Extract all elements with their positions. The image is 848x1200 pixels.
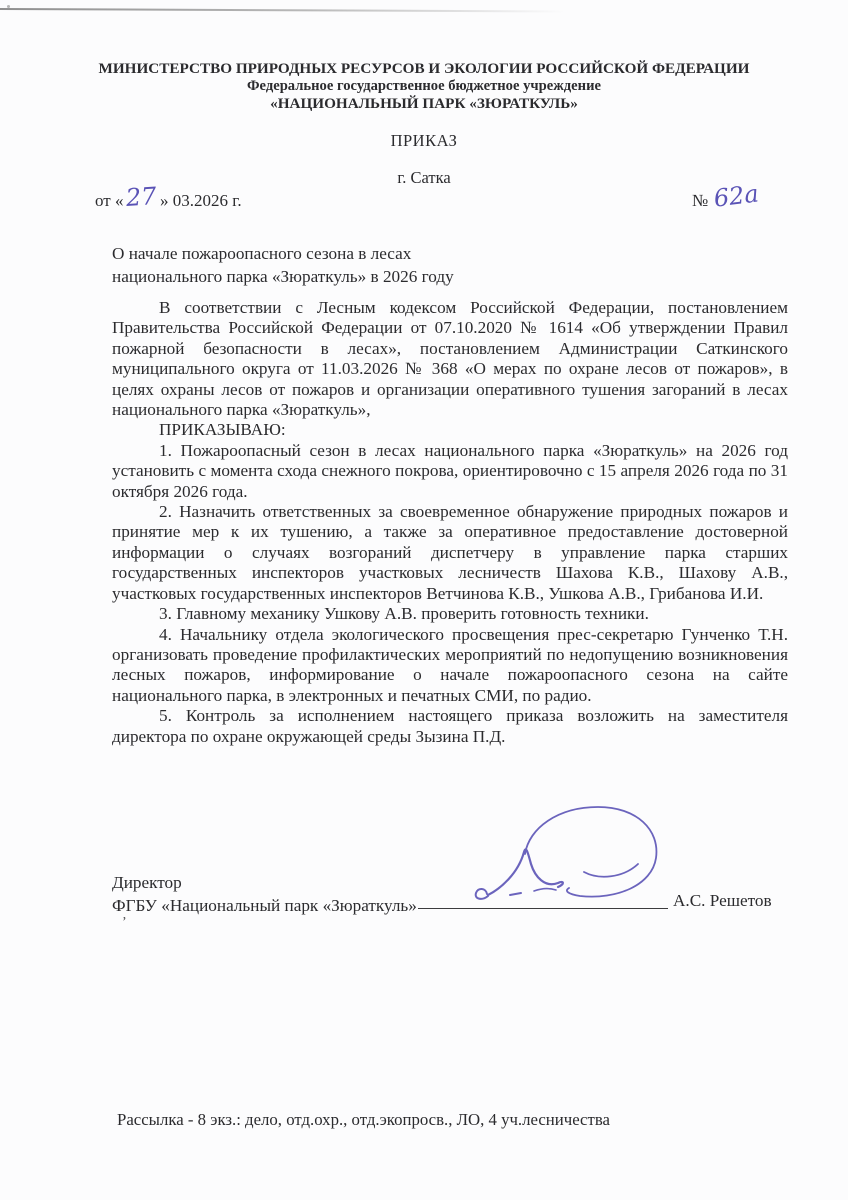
institution-name: «НАЦИОНАЛЬНЫЙ ПАРК «ЗЮРАТКУЛЬ» <box>270 95 578 112</box>
date-prefix: от « <box>95 191 124 210</box>
signer-title-line-1: Директор <box>112 873 182 892</box>
subject-line-1: О начале пожароопасного сезона в лесах <box>112 244 412 263</box>
scan-speck <box>7 5 10 8</box>
order-item-4: 4. Начальнику отдела экологического просвещения прес-секретарю Гунченко Т.Н. организовать проведение профилактических мероприятий по недопущению возникновения лесных пожаров, информирование о начале пожароопасного сезона на сайте национального парка, в электронных и печатных СМИ, по радио. <box>112 624 788 705</box>
institution-type: Федеральное государственное бюджетное учреждение <box>247 77 601 94</box>
subject-block <box>112 243 454 288</box>
document-type-title: ПРИКАЗ <box>390 131 458 150</box>
subject-line-2: национального парка «Зюраткуль» в 2026 году <box>112 266 454 286</box>
date-line <box>95 181 242 213</box>
order-item-5: 5. Контроль за исполнением настоящего приказа возложить на заместителя директора по охране окружающей среды Зызина П.Д. <box>112 706 788 746</box>
letterhead <box>0 60 848 113</box>
scan-edge-line <box>0 8 565 12</box>
signer-name: А.С. Решетов <box>673 891 772 910</box>
signer-title <box>112 872 417 917</box>
handwritten-document-number: 62а <box>712 179 761 213</box>
stray-mark: ’ <box>122 915 127 930</box>
order-item-3: 3. Главному механику Ушкову А.В. проверить готовность техники. <box>159 604 649 624</box>
intro-paragraph: В соответствии с Лесным кодексом Российской Федерации, постановлением Правительства Российской Федерации от 07.10.2020 № 1614 «Об утверждении Правил пожарной безопасности в лесах», постановлением Администрации Саткинского муниципального округа от 11.03.2026 № 368 «О мерах по охране лесов от пожаров», в целях охраны лесов от пожаров и организации оперативного тушения загораний в лесах национального парка «Зюраткуль», <box>112 298 788 420</box>
distribution-note: Рассылка - 8 экз.: дело, отд.охр., отд.экопросв., ЛО, 4 уч.лесничества <box>117 1110 610 1129</box>
ministry-name: МИНИСТЕРСТВО ПРИРОДНЫХ РЕСУРСОВ И ЭКОЛОГИИ РОССИЙСКОЙ ФЕДЕРАЦИИ <box>98 60 750 77</box>
resolve-word: ПРИКАЗЫВАЮ: <box>159 420 286 440</box>
document-number-line <box>692 179 761 213</box>
order-body <box>112 298 788 747</box>
number-label: № <box>692 191 709 210</box>
document-place: г. Сатка <box>397 168 451 187</box>
signature-line <box>418 908 668 909</box>
signer-title-line-2: ФГБУ «Национальный парк «Зюраткуль» <box>112 895 417 915</box>
handwritten-date-day: 27 <box>125 181 158 213</box>
order-item-2: 2. Назначить ответственных за своевременное обнаружение природных пожаров и принятие мер к их тушению, а также за оперативное предоставление достоверной информации о случаях возгораний диспетчеру в управление парка старших государственных инспекторов участковых лесничеств Шахова К.В., Шахову А.В., участковых государственных инспекторов Ветчинова К.В., Ушкова А.В., Грибанова И.И. <box>112 502 788 603</box>
handwritten-signature <box>418 796 678 926</box>
order-item-1: 1. Пожароопасный сезон в лесах национального парка «Зюраткуль» на 2026 год установить с момента схода снежного покрова, ориентировочно с 15 апреля 2026 года по 31 октября 2026 года. <box>112 440 788 501</box>
date-suffix: » 03.2026 г. <box>160 191 242 210</box>
